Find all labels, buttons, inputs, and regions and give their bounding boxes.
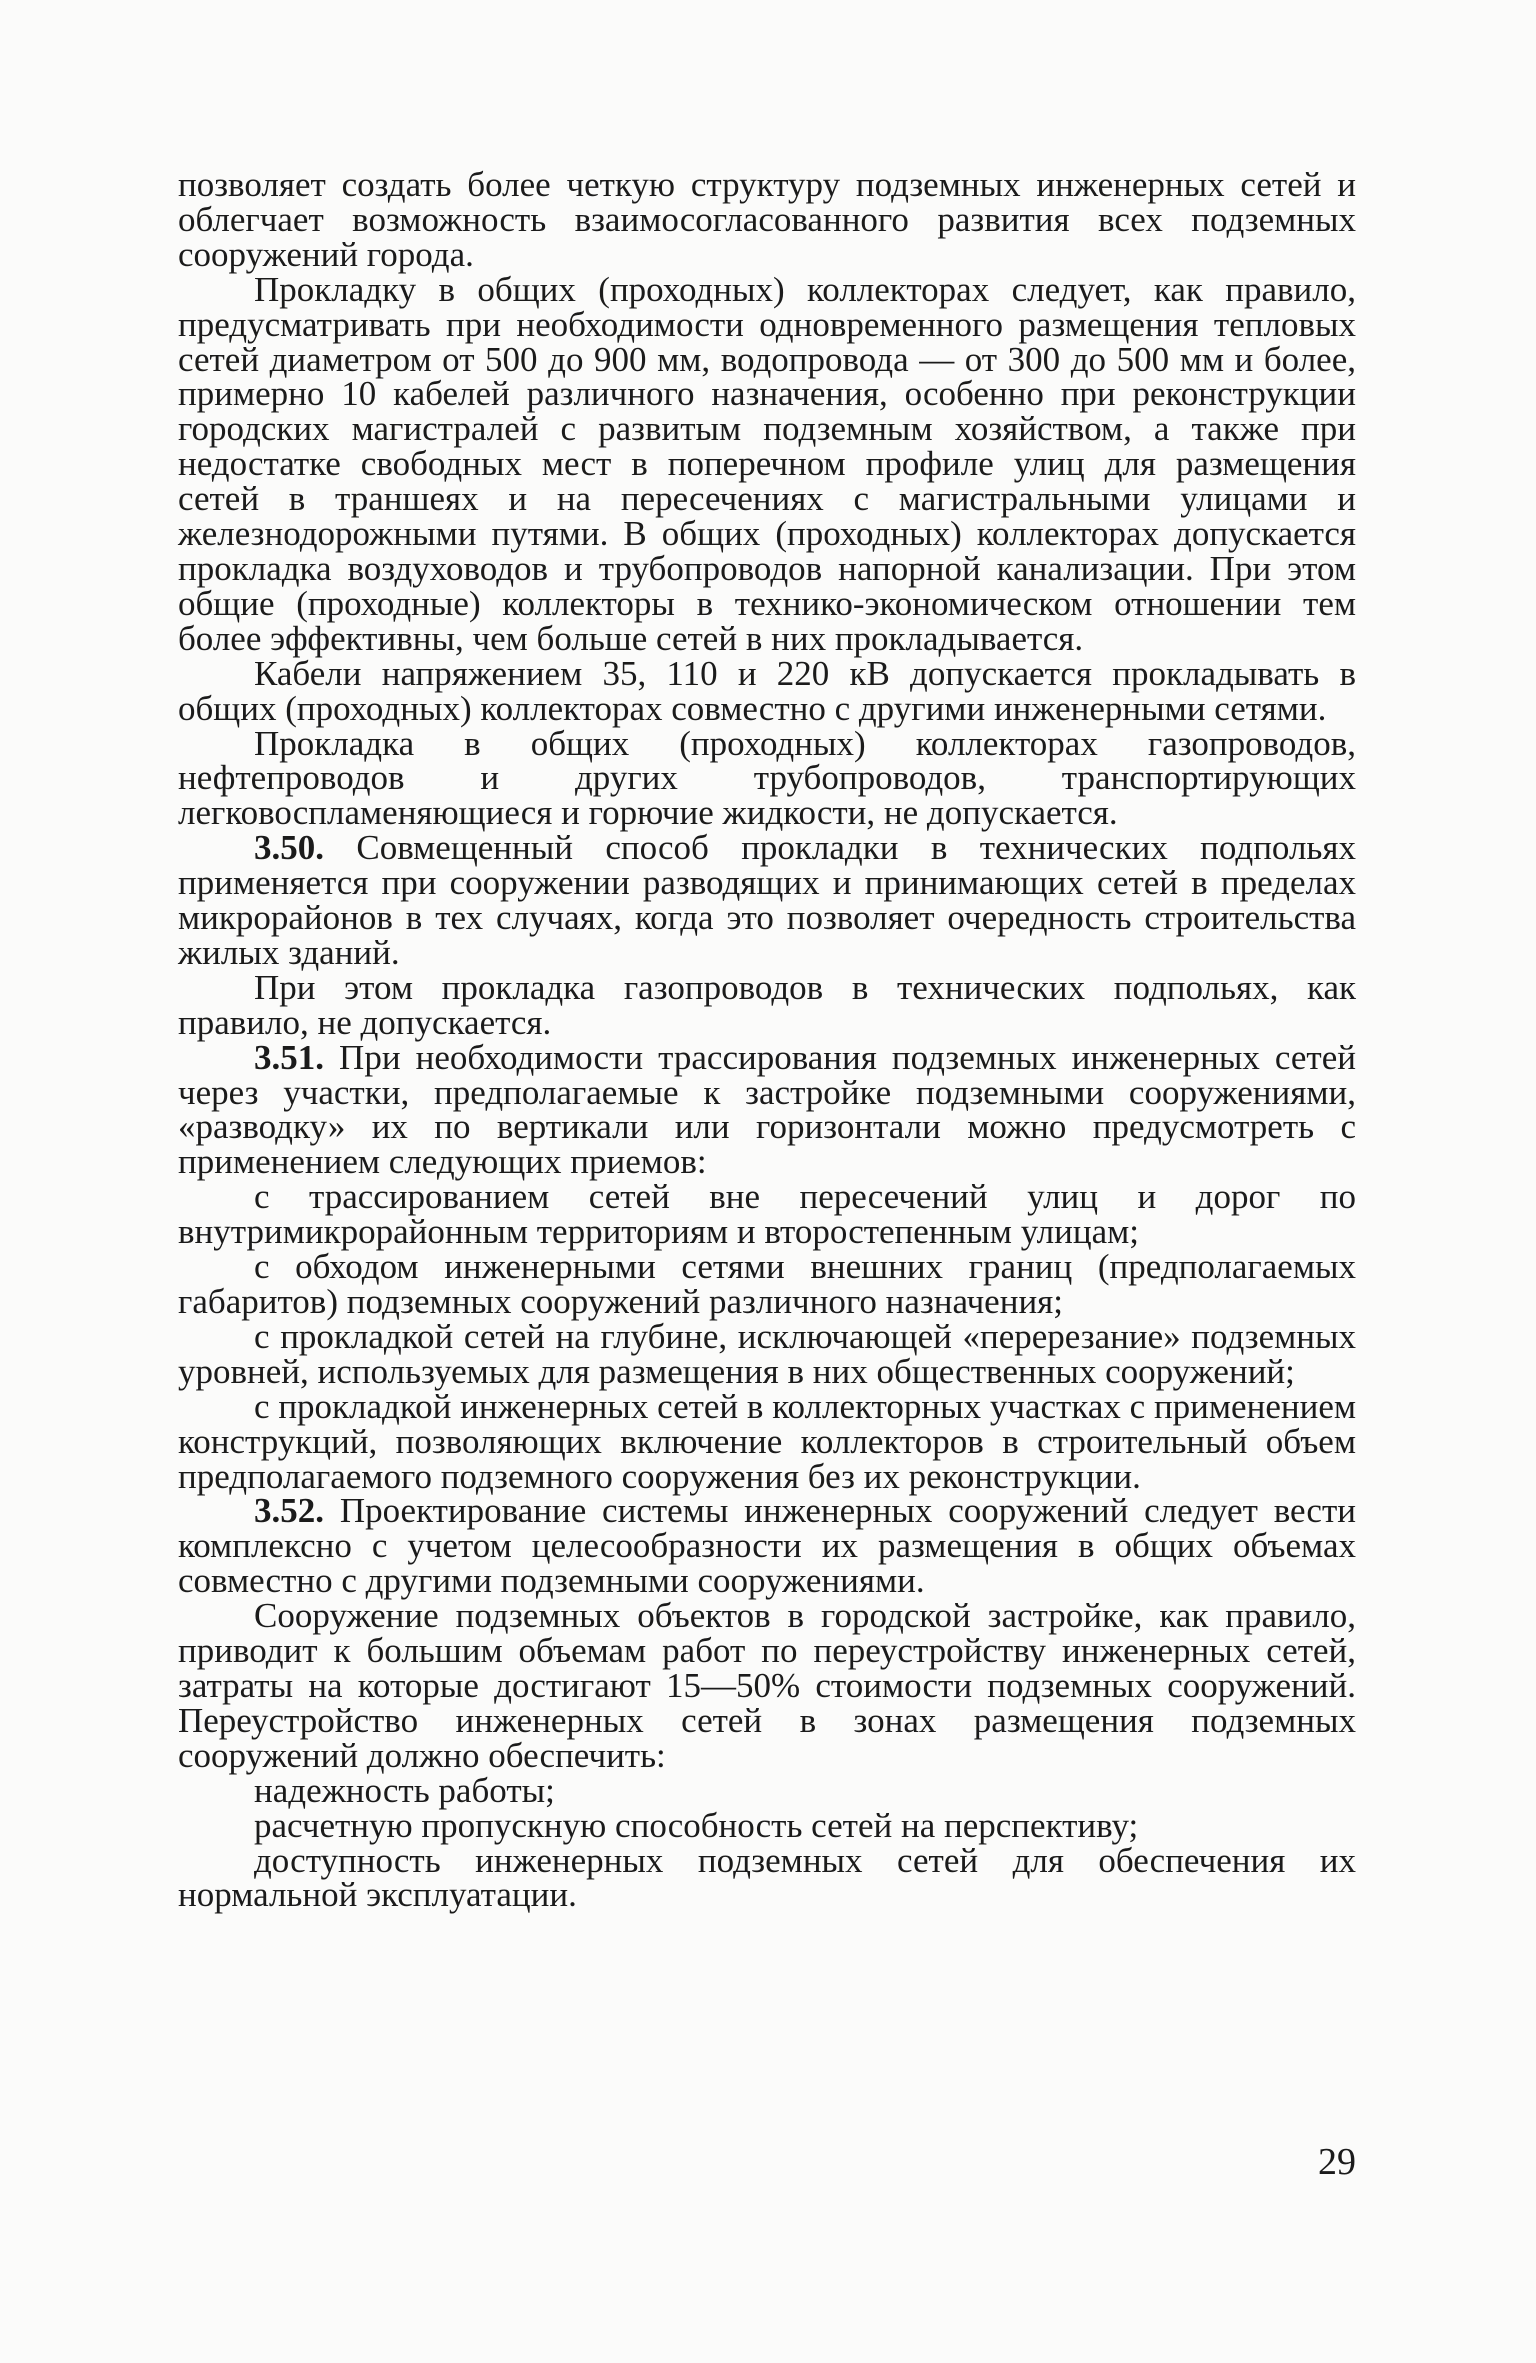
paragraph: Кабели напряжением 35, 110 и 220 кВ допускается прокладывать в общих (проходных) коллекторах совместно с другими инженерными сетями. [178,653,1356,728]
section-number: 3.50. [254,828,324,868]
section-paragraph-3-50 [178,828,1356,972]
section-number: 3.52. [254,1491,324,1531]
paragraph: Прокладка в общих (проходных) коллекторах газопроводов, нефтепроводов и других трубопроводов, транспортирующих легковоспламеняющиеся и горючие жидкости, не допускается. [178,723,1356,833]
list-item: с прокладкой инженерных сетей в коллекторных участках с применением конструкций, позволяющих включение коллекторов в строительный объем предполагаемого подземного сооружения без их реконструкции. [178,1386,1356,1496]
list-item: расчетную пропускную способность сетей на перспективу; [254,1805,1139,1845]
page-number: 29 [1318,2141,1356,2183]
paragraph-text: При необходимости трассирования подземных инженерных сетей через участки, предполагаемые к застройке подземными сооружениями, «разводку» их по вертикали или горизонтали можно предусмотреть с применением следующих приемов: [178,1037,1356,1182]
section-number: 3.51. [254,1037,324,1077]
section-paragraph-3-52 [178,1491,1356,1601]
paragraph: При этом прокладка газопроводов в технических подпольях, как правило, не допускается. [178,967,1356,1042]
list-item: с обходом инженерными сетями внешних границ (предполагаемых габаритов) подземных сооружений различного назначения; [178,1247,1356,1321]
paragraph: позволяет создать более четкую структуру подземных инженерных сетей и облегчает возможность взаимосогласованного развития всех подземных сооружений города. [178,165,1356,274]
paragraph: Сооружение подземных объектов в городской застройке, как правило, приводит к большим объемам работ по переустройству инженерных сетей, затраты на которые достигают 15—50% стоимости подземных сооружений. Переустройство инженерных сетей в зонах размещения подземных сооружений должно обеспечить: [178,1596,1356,1775]
paragraph-text: Проектирование системы инженерных сооружений следует вести комплексно с учетом целесообразности их размещения в общих объемах совместно с другими подземными сооружениями. [178,1491,1356,1601]
paragraph: Прокладку в общих (проходных) коллекторах следует, как правило, предусматривать при необходимости одновременного размещения тепловых сетей диаметром от 500 до 900 мм, водопровода — от 300 до 500 мм и более, примерно 10 кабелей различного назначения, особенно при реконструкции городских магистралей с развитым подземным хозяйством, а также при недостатке свободных мест в поперечном профиле улиц для размещения сетей в траншеях и на пересечениях с магистральными улицами и железнодорожными путями. В общих (проходных) коллекторах допускается прокладка воздуховодов и трубопроводов напорной канализации. При этом общие (проходные) коллекторы в технико-экономическом отношении тем более эффективны, чем больше сетей в них прокладывается. [178,269,1356,658]
list-item: доступность инженерных подземных сетей для обеспечения их нормальной эксплуатации. [178,1840,1356,1915]
section-paragraph-3-51 [178,1037,1356,1182]
body-text [178,165,1356,1915]
list-item: надежность работы; [254,1770,555,1810]
list-item: с трассированием сетей вне пересечений улиц и дорог по внутримикрорайонным территориям и второстепенным улицам; [178,1177,1356,1252]
list-item: с прокладкой сетей на глубине, исключающей «перерезание» подземных уровней, используемых для размещения в них общественных сооружений; [178,1316,1356,1391]
paragraph-text: Совмещенный способ прокладки в технических подпольях применяется при сооружении разводящих и принимающих сетей в пределах микрорайонов в тех случаях, когда это позволяет очередность строительства жилых зданий. [178,828,1356,972]
